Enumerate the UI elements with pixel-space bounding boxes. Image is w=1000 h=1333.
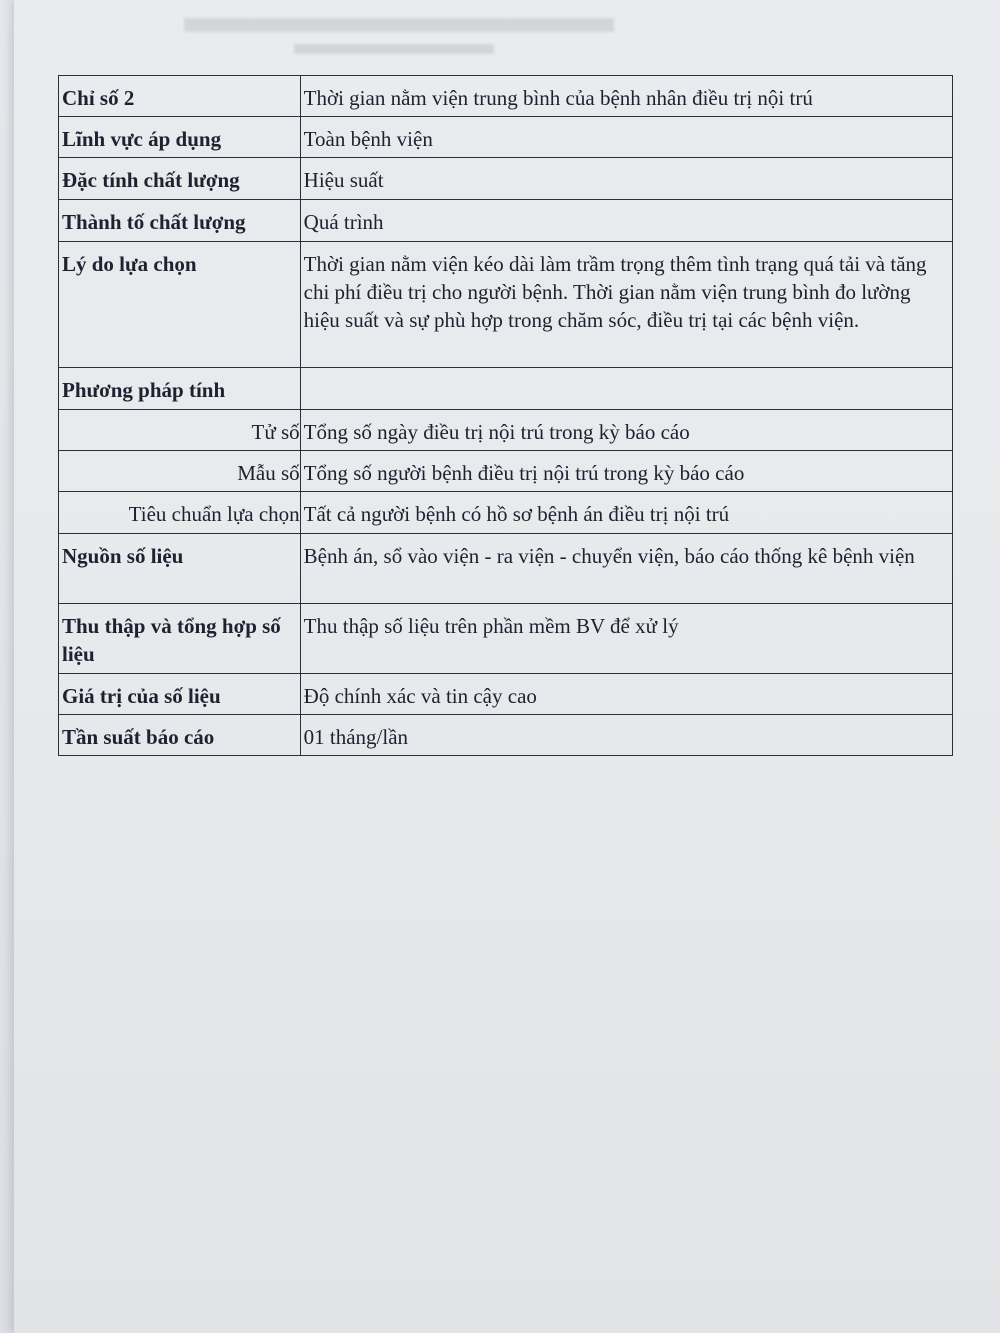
table-row (59, 76, 953, 117)
row-value: 01 tháng/lần (300, 715, 952, 756)
table-row (59, 242, 953, 368)
table-row (59, 715, 953, 756)
bleed-through-shadow (174, 0, 734, 60)
row-label: Thành tố chất lượng (59, 200, 301, 242)
row-value: Thời gian nằm viện kéo dài làm trầm trọng thêm tình trạng quá tải và tăng chi phí điều trị cho người bệnh. Thời gian nằm viện trung bình đo lường hiệu suất và sự phù hợp trong chăm sóc, điều trị tại các bệnh viện. (300, 242, 952, 368)
row-label: Tần suất báo cáo (59, 715, 301, 756)
table-row (59, 451, 953, 492)
table-row (59, 368, 953, 410)
row-value: Toàn bệnh viện (300, 117, 952, 158)
row-label: Mẫu số (59, 451, 301, 492)
table-row (59, 534, 953, 604)
row-value: Hiệu suất (300, 158, 952, 200)
row-label: Giá trị của số liệu (59, 674, 301, 715)
row-label: Chỉ số 2 (59, 76, 301, 117)
table-row (59, 604, 953, 674)
row-label: Lý do lựa chọn (59, 242, 301, 368)
row-label: Phương pháp tính (59, 368, 301, 410)
table-row (59, 158, 953, 200)
table-row (59, 492, 953, 534)
row-value: Độ chính xác và tin cậy cao (300, 674, 952, 715)
table-row (59, 200, 953, 242)
row-value: Thời gian nằm viện trung bình của bệnh nhân điều trị nội trú (300, 76, 952, 117)
row-label: Thu thập và tổng hợp số liệu (59, 604, 301, 674)
row-value: Bệnh án, sổ vào viện - ra viện - chuyển viện, báo cáo thống kê bệnh viện (300, 534, 952, 604)
row-value: Tổng số ngày điều trị nội trú trong kỳ báo cáo (300, 410, 952, 451)
row-label: Tử số (59, 410, 301, 451)
row-label: Lĩnh vực áp dụng (59, 117, 301, 158)
row-value: Tổng số người bệnh điều trị nội trú trong kỳ báo cáo (300, 451, 952, 492)
row-label: Tiêu chuẩn lựa chọn (59, 492, 301, 534)
row-value: Tất cả người bệnh có hồ sơ bệnh án điều trị nội trú (300, 492, 952, 534)
row-value: Thu thập số liệu trên phần mềm BV để xử lý (300, 604, 952, 674)
row-value (300, 368, 952, 410)
row-value: Quá trình (300, 200, 952, 242)
indicator-table (58, 75, 953, 756)
table-row (59, 674, 953, 715)
table-row (59, 117, 953, 158)
row-label: Đặc tính chất lượng (59, 158, 301, 200)
table-row (59, 410, 953, 451)
row-label: Nguồn số liệu (59, 534, 301, 604)
